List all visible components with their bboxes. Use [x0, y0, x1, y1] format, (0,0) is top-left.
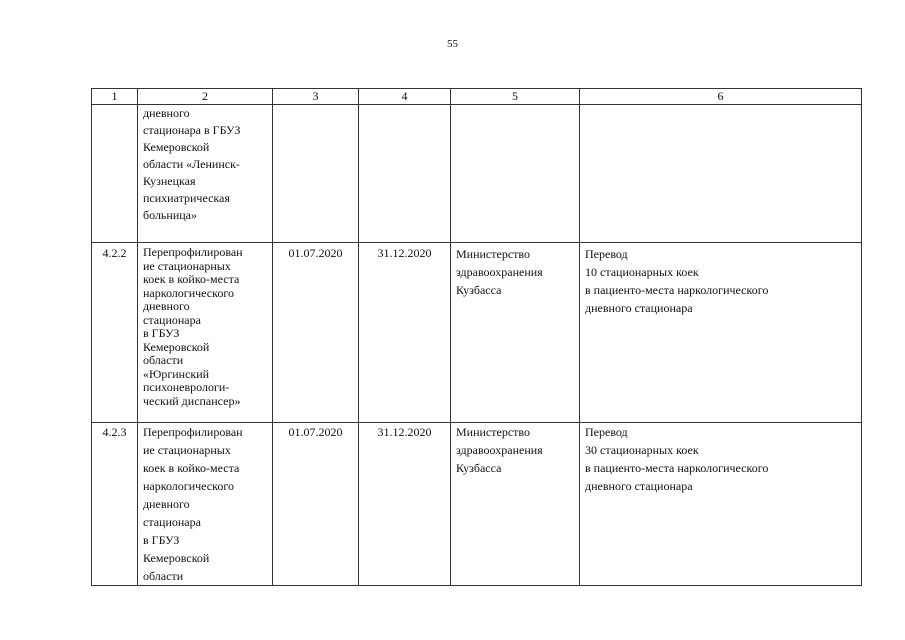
column-header: 4 — [359, 89, 451, 105]
row-number-cell — [92, 105, 138, 243]
column-header: 6 — [580, 89, 862, 105]
responsible-cell: Министерство здравоохранения Кузбасса — [451, 243, 580, 423]
column-header: 2 — [138, 89, 273, 105]
document-table — [91, 88, 862, 586]
result-cell: Перевод 10 стационарных коек в пациенто-места наркологического дневного стационара — [580, 243, 862, 423]
responsible-cell: Министерство здравоохранения Кузбасса — [451, 423, 580, 586]
row-number-cell: 4.2.3 — [92, 423, 138, 586]
measure-name-cell: Перепрофилирован ие стационарных коек в койко-места наркологического дневного стационара в ГБУЗ Кемеровской области — [138, 423, 273, 586]
column-header: 5 — [451, 89, 580, 105]
column-header: 3 — [273, 89, 359, 105]
column-header: 1 — [92, 89, 138, 105]
result-cell: Перевод 30 стационарных коек в пациенто-места наркологического дневного стационара — [580, 423, 862, 586]
measure-name-cell: Перепрофилирован ие стационарных коек в койко-места наркологического дневного стационара в ГБУЗ Кемеровской области «Юргинский психоневрологи- ческий диспансер» — [138, 243, 273, 423]
start-date-cell: 01.07.2020 — [273, 243, 359, 423]
end-date-cell — [359, 105, 451, 243]
table-row — [92, 105, 862, 243]
measure-name-cell: дневного стационара в ГБУЗ Кемеровской области «Ленинск- Кузнецкая психиатрическая больница» — [138, 105, 273, 243]
table-row — [92, 243, 862, 423]
page-number: 55 — [447, 38, 458, 50]
row-number-cell: 4.2.2 — [92, 243, 138, 423]
end-date-cell: 31.12.2020 — [359, 423, 451, 586]
result-cell — [580, 105, 862, 243]
start-date-cell — [273, 105, 359, 243]
start-date-cell: 01.07.2020 — [273, 423, 359, 586]
responsible-cell — [451, 105, 580, 243]
table-header-row — [92, 89, 862, 105]
end-date-cell: 31.12.2020 — [359, 243, 451, 423]
table-row — [92, 423, 862, 586]
